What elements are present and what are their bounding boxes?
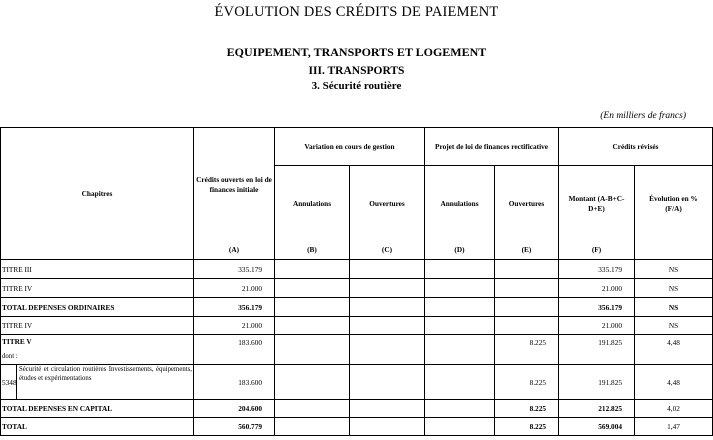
letter-b: (B) (275, 242, 350, 260)
cell-e (495, 317, 559, 335)
header-variation-group: Variation en cours de gestion (275, 128, 425, 166)
row-label-block (1, 335, 194, 365)
header-projet-group: Projet de loi de finances rectificative (425, 128, 559, 166)
cell-g: NS (635, 279, 713, 298)
cell-b (275, 260, 350, 279)
header-ouvertures-e: Ouvertures (495, 166, 559, 242)
cell-e: 8.225 (495, 335, 559, 365)
cell-e: 8.225 (495, 400, 559, 418)
letter-blank (635, 242, 713, 260)
cell-g: 1,47 (635, 418, 713, 436)
cell-f: 356.179 (559, 298, 635, 317)
header-revises-group: Crédits révisés (559, 128, 713, 166)
table-row-total (1, 400, 713, 418)
header-annulations-b: Annulations (275, 166, 350, 242)
row-label: TITRE IV (1, 279, 194, 298)
letter-c: (C) (350, 242, 425, 260)
unit-note: (En milliers de francs) (600, 111, 686, 121)
cell-e (495, 298, 559, 317)
cell-c (350, 298, 425, 317)
cell-c (350, 279, 425, 298)
header-evolution: Évolution en % (F/A) (635, 166, 713, 242)
table-row (1, 317, 713, 335)
cell-a: 183.600 (194, 365, 275, 400)
cell-f: 191.825 (559, 335, 635, 365)
cell-a: 204.600 (194, 400, 275, 418)
letter-a: (A) (194, 242, 275, 260)
cell-d (425, 400, 495, 418)
ministry-heading: EQUIPEMENT, TRANSPORTS ET LOGEMENT (226, 45, 487, 59)
header-chapitres: Chapitres (1, 128, 194, 260)
cell-d (425, 317, 495, 335)
row-label: TITRE III (1, 260, 194, 279)
cell-d (425, 365, 495, 400)
cell-a: 21.000 (194, 317, 275, 335)
cell-b (275, 298, 350, 317)
cell-d (425, 298, 495, 317)
credits-table (0, 127, 713, 436)
cell-c (350, 365, 425, 400)
cell-c (350, 400, 425, 418)
cell-g: 4,48 (635, 365, 713, 400)
cell-b (275, 400, 350, 418)
letter-d: (D) (425, 242, 495, 260)
cell-c (350, 260, 425, 279)
cell-f: 335.179 (559, 260, 635, 279)
row-label: TOTAL DEPENSES ORDINAIRES (1, 298, 194, 317)
row-label: TITRE IV (1, 317, 194, 335)
header-montant: Montant (A-B+C-D+E) (559, 166, 635, 242)
detail-label-cell (1, 365, 194, 400)
cell-d (425, 279, 495, 298)
cell-b (275, 317, 350, 335)
cell-a: 21.000 (194, 279, 275, 298)
table-row (1, 260, 713, 279)
cell-g: NS (635, 317, 713, 335)
row-label: TOTAL DEPENSES EN CAPITAL (1, 400, 194, 418)
subsection-heading: 3. Sécurité routière (311, 80, 402, 92)
cell-e (495, 279, 559, 298)
cell-f: 191.825 (559, 365, 635, 400)
section-heading: III. TRANSPORTS (308, 65, 405, 77)
cell-d (425, 335, 495, 365)
cell-a: 335.179 (194, 260, 275, 279)
cell-g: 4,02 (635, 400, 713, 418)
table-row (1, 279, 713, 298)
cell-c (350, 335, 425, 365)
detail-code: 5348 (2, 377, 17, 387)
dont-label: dont : (2, 353, 18, 360)
table-row-detail (1, 365, 713, 400)
detail-label: Sécurité et circulation routières Investissements, équipements, études et expérimentations (16, 365, 193, 399)
cell-g: NS (635, 298, 713, 317)
cell-f: 569.004 (559, 418, 635, 436)
cell-b (275, 418, 350, 436)
cell-e: 8.225 (495, 418, 559, 436)
letter-e: (E) (495, 242, 559, 260)
letter-f: (F) (559, 242, 635, 260)
header-ouvertures-c: Ouvertures (350, 166, 425, 242)
cell-e: 8.225 (495, 365, 559, 400)
row-label: TOTAL (1, 418, 194, 436)
cell-a: 183.600 (194, 335, 275, 365)
cell-a: 356.179 (194, 298, 275, 317)
cell-b (275, 335, 350, 365)
cell-d (425, 260, 495, 279)
table-row-total (1, 418, 713, 436)
cell-b (275, 365, 350, 400)
table-row (1, 335, 713, 365)
document-title: ÉVOLUTION DES CRÉDITS DE PAIEMENT (214, 4, 499, 20)
cell-b (275, 279, 350, 298)
table-row (1, 298, 713, 317)
cell-d (425, 418, 495, 436)
cell-c (350, 317, 425, 335)
cell-f: 21.000 (559, 279, 635, 298)
row-label: TITRE V (2, 337, 32, 346)
header-credits-ouverts: Crédits ouverts en loi de finances initiale (194, 128, 275, 242)
cell-c (350, 418, 425, 436)
cell-g: NS (635, 260, 713, 279)
header-annulations-d: Annulations (425, 166, 495, 242)
cell-e (495, 260, 559, 279)
cell-g: 4,48 (635, 335, 713, 365)
cell-f: 21.000 (559, 317, 635, 335)
cell-a: 560.779 (194, 418, 275, 436)
cell-f: 212.825 (559, 400, 635, 418)
